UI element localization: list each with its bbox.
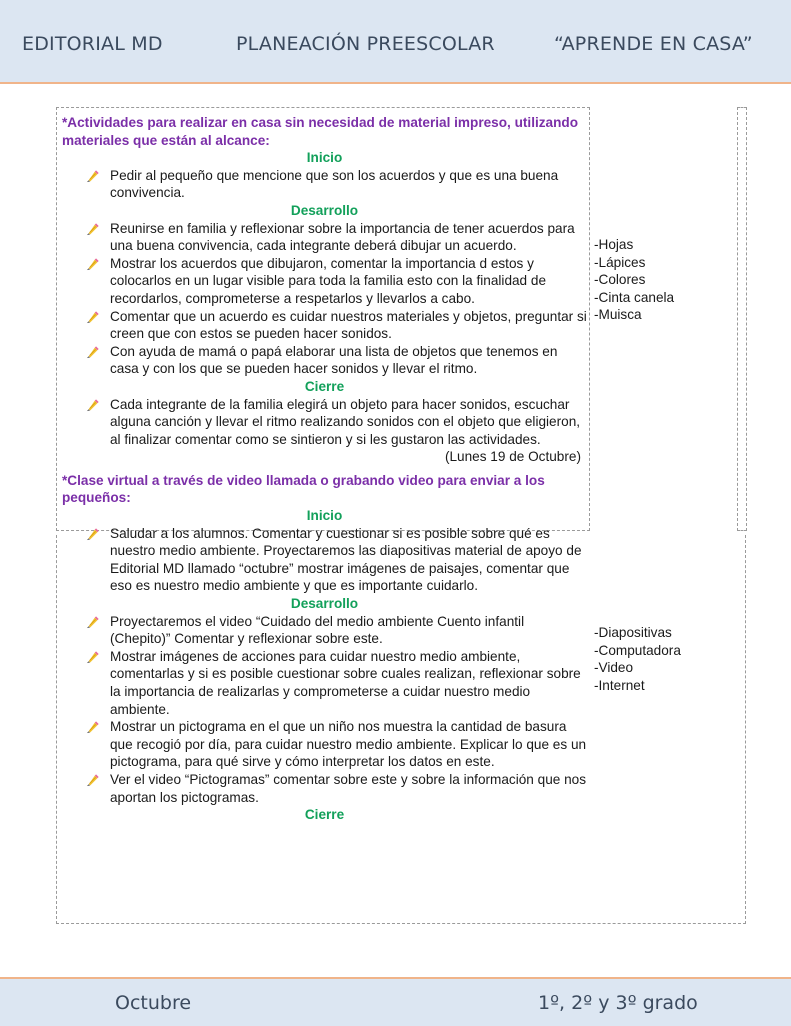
section1-desarrollo-title: Desarrollo bbox=[290, 202, 359, 218]
list-item: Proyectaremos el video “Cuidado del medio ambiente Cuento infantil (Chepito)” Comentar y reflexionar sobre este. bbox=[62, 613, 587, 648]
pencil-icon bbox=[86, 527, 100, 541]
section1-inicio-title: Inicio bbox=[306, 150, 343, 166]
section2-inicio-title: Inicio bbox=[306, 508, 343, 524]
activity-date: (Lunes 19 de Octubre) bbox=[444, 449, 581, 465]
list-item: Mostrar los acuerdos que dibujaron, comentar la importancia d estos y colocarlos en un lugar visible para toda la familia esto con la finalidad de recordarlos, comprometerse a respetarlos y llevarlos a cabo. bbox=[62, 255, 587, 308]
material-item: -Internet bbox=[594, 677, 645, 693]
section2-cierre-title: Cierre bbox=[304, 807, 345, 823]
list-item: Reunirse en familia y reflexionar sobre la importancia de tener acuerdos para una buena convivencia, cada integrante deberá dibujar un acuerdo. bbox=[62, 220, 587, 255]
virtual-materials-list bbox=[594, 624, 681, 694]
pencil-icon bbox=[86, 310, 100, 324]
pencil-icon bbox=[86, 222, 100, 236]
footer-month: Octubre bbox=[115, 992, 192, 1014]
document-title: PLANEACIÓN PREESCOLAR bbox=[236, 33, 495, 55]
list-item: Saludar a los alumnos. Comentar y cuestionar si es posible sobre qué es nuestro medio ambiente. Proyectaremos las diapositivas material de apoyo de Editorial MD llamado “octubre” mostrar imágenes de paisajes, comentar que eso es nuestro medio ambiente y que es importante cuidarlo. bbox=[62, 525, 587, 595]
material-item: -Video bbox=[594, 660, 634, 676]
material-item: -Computadora bbox=[594, 642, 681, 658]
list-item: Cada integrante de la familia elegirá un objeto para hacer sonidos, escuchar alguna canción y llevar el ritmo realizando sonidos con el objeto que eligieron, al finalizar comentar como se sintieron y si les gustaron las actividades. bbox=[62, 396, 587, 449]
pencil-icon bbox=[86, 773, 100, 787]
home-materials-list bbox=[594, 236, 674, 324]
section1-cierre-title: Cierre bbox=[304, 378, 345, 394]
planning-content bbox=[62, 114, 587, 824]
pencil-icon bbox=[86, 398, 100, 412]
list-item: Pedir al pequeño que mencione que son los acuerdos y que es una buena convivencia. bbox=[62, 167, 587, 202]
material-item: -Diapositivas bbox=[594, 625, 672, 640]
list-item: Mostrar un pictograma en el que un niño nos muestra la cantidad de basura que recogió por día, para cuidar nuestro medio ambiente. Explicar lo que es un pictograma, para qué sirve y cómo interpretar los datos en este. bbox=[62, 718, 587, 771]
list-item: Ver el video “Pictogramas” comentar sobre este y sobre la información que nos aportan los pictogramas. bbox=[62, 771, 587, 806]
section2-desarrollo-title: Desarrollo bbox=[290, 596, 359, 612]
virtual-class-intro: *Clase virtual a través de video llamada o grabando video para enviar a los pequeños: bbox=[62, 472, 545, 506]
list-item: Mostrar imágenes de acciones para cuidar nuestro medio ambiente, comentarlas y si es posible cuestionar sobre cuales realizan, reflexionar sobre la importancia de realizarlas y comprometerse a cuidar nuestro medio ambiente. bbox=[62, 648, 587, 718]
material-item: -Hojas bbox=[594, 237, 634, 252]
footer-grades: 1º, 2º y 3º grado bbox=[538, 992, 698, 1014]
material-item: -Lápices bbox=[594, 254, 646, 270]
page-header bbox=[0, 0, 791, 84]
pencil-icon bbox=[86, 720, 100, 734]
pencil-icon bbox=[86, 257, 100, 271]
list-item: Comentar que un acuerdo es cuidar nuestros materiales y objetos, preguntar si creen que con estos se pueden hacer sonidos. bbox=[62, 308, 587, 343]
material-item: -Muisca bbox=[594, 307, 642, 323]
pencil-icon bbox=[86, 615, 100, 629]
pencil-icon bbox=[86, 169, 100, 183]
publisher-name: EDITORIAL MD bbox=[22, 33, 163, 55]
pencil-icon bbox=[86, 345, 100, 359]
pencil-icon bbox=[86, 650, 100, 664]
material-item: -Cinta canela bbox=[594, 289, 675, 305]
home-activities-intro: *Actividades para realizar en casa sin necesidad de material impreso, utilizando materiales que están al alcance: bbox=[62, 115, 579, 148]
list-item: Con ayuda de mamá o papá elaborar una lista de objetos que tenemos en casa y con los que se pueden hacer sonidos y llevar el ritmo. bbox=[62, 343, 587, 378]
material-item: -Colores bbox=[594, 272, 646, 288]
program-name: “APRENDE EN CASA” bbox=[554, 33, 753, 55]
page-footer bbox=[0, 977, 791, 1026]
materials-box-edge bbox=[737, 107, 747, 531]
